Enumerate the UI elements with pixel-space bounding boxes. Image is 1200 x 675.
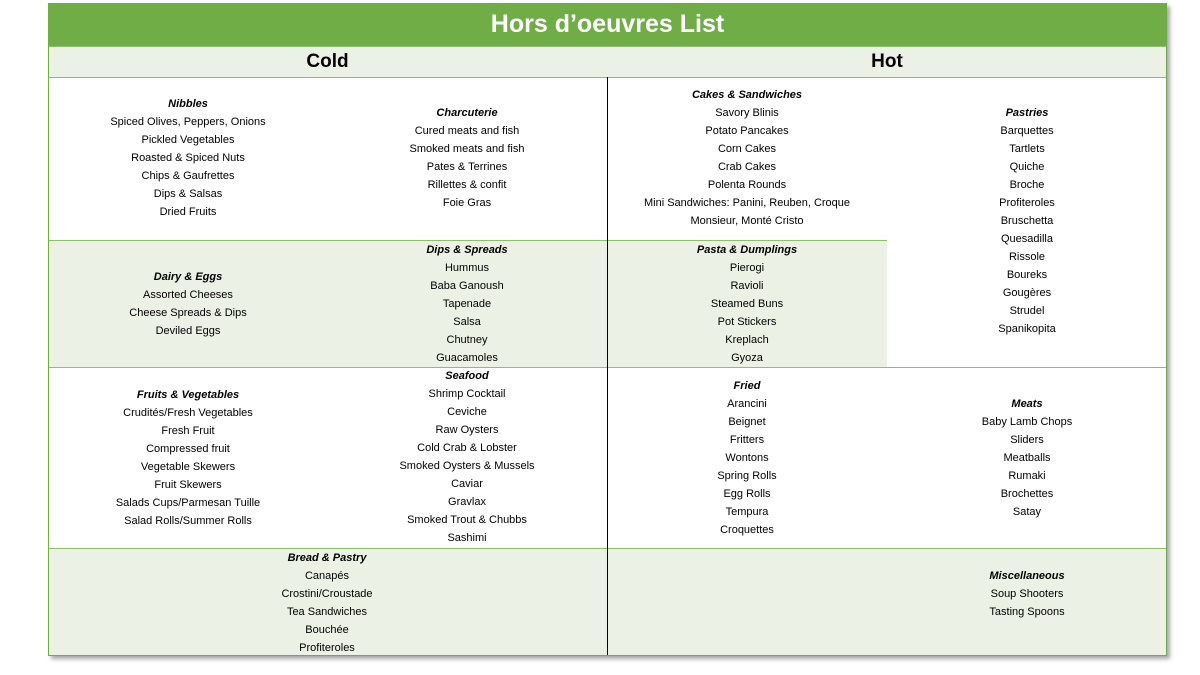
- list-item: Ravioli: [730, 280, 764, 292]
- list-item: Kreplach: [725, 334, 769, 346]
- section-heading: Fruits & Vegetables: [136, 389, 240, 401]
- list-item: Dried Fruits: [159, 206, 217, 218]
- list-item: Satay: [1012, 506, 1042, 518]
- list-item: Spiced Olives, Peppers, Onions: [110, 116, 266, 128]
- list-item: Cheese Spreads & Dips: [129, 307, 247, 319]
- section-heading: Pasta & Dumplings: [696, 244, 798, 256]
- page-title: Hors d’oeuvres List: [48, 3, 1167, 46]
- section-heading: Bread & Pastry: [287, 552, 367, 564]
- list-item: Dips & Salsas: [153, 188, 223, 200]
- list-item: Canapés: [304, 570, 350, 582]
- list-item: Quesadilla: [1001, 233, 1053, 245]
- list-item: Strudel: [1009, 305, 1045, 317]
- list-item: Cured meats and fish: [414, 125, 520, 137]
- list-item: Fruit Skewers: [154, 479, 222, 491]
- list-item: Profiteroles: [299, 642, 355, 654]
- list-item: Sashimi: [447, 532, 487, 544]
- list-item: Monsieur, Monté Cristo: [690, 215, 804, 227]
- list-item: Pierogi: [729, 262, 765, 274]
- section-fried: [607, 377, 887, 539]
- list-item: Spanikopita: [998, 323, 1056, 335]
- list-item: Tapenade: [442, 298, 492, 310]
- list-item: Tasting Spoons: [989, 606, 1065, 618]
- list-item: Corn Cakes: [717, 143, 777, 155]
- list-item: Savory Blinis: [715, 107, 779, 119]
- list-item: Salads Cups/Parmesan Tuille: [115, 497, 261, 509]
- list-item: Ceviche: [447, 406, 487, 418]
- section-bread-pastry: [187, 549, 467, 657]
- list-item: Boureks: [1006, 269, 1048, 281]
- list-item: Baba Ganoush: [430, 280, 504, 292]
- list-item: Crudités/Fresh Vegetables: [123, 407, 253, 419]
- list-item: Rumaki: [1008, 470, 1046, 482]
- list-item: Rissole: [1008, 251, 1046, 263]
- section-heading: Miscellaneous: [989, 570, 1065, 582]
- hors-doeuvres-table: [48, 3, 1167, 656]
- section-meats: [887, 395, 1167, 521]
- list-item: Pot Stickers: [717, 316, 777, 328]
- list-item: Sliders: [1010, 434, 1044, 446]
- section-heading: Meats: [1011, 398, 1043, 410]
- list-item: Wontons: [725, 452, 769, 464]
- section-heading: Pastries: [1005, 107, 1049, 119]
- list-item: Smoked meats and fish: [409, 143, 525, 155]
- list-item: Deviled Eggs: [155, 325, 221, 337]
- list-item: Salsa: [453, 316, 481, 328]
- list-item: Roasted & Spiced Nuts: [131, 152, 245, 164]
- list-item: Egg Rolls: [723, 488, 771, 500]
- section-dips-spreads: [327, 241, 607, 367]
- section-heading: Charcuterie: [436, 107, 498, 119]
- list-item: Broche: [1009, 179, 1045, 191]
- section-dairy-eggs: [48, 268, 328, 340]
- list-item: Rillettes & confit: [427, 179, 507, 191]
- list-item: Salad Rolls/Summer Rolls: [124, 515, 252, 527]
- list-item: Crostini/Croustade: [281, 588, 373, 600]
- list-item: Tartlets: [1009, 143, 1045, 155]
- list-item: Fritters: [729, 434, 765, 446]
- list-item: Gyoza: [731, 352, 763, 364]
- list-item: Smoked Oysters & Mussels: [399, 460, 535, 472]
- list-item: Meatballs: [1003, 452, 1051, 464]
- section-pastries: [887, 104, 1167, 338]
- list-item: Barquettes: [1000, 125, 1054, 137]
- section-heading: Dips & Spreads: [426, 244, 508, 256]
- section-nibbles: [48, 95, 328, 221]
- list-item: Baby Lamb Chops: [981, 416, 1073, 428]
- cold-column-header: Cold: [48, 46, 607, 78]
- list-item: Raw Oysters: [435, 424, 499, 436]
- section-seafood: [327, 367, 607, 547]
- list-item: Beignet: [728, 416, 766, 428]
- list-item: Caviar: [451, 478, 483, 490]
- section-cakes-sandwiches: [607, 86, 887, 230]
- list-item: Tea Sandwiches: [286, 606, 368, 618]
- list-item: Pickled Vegetables: [141, 134, 235, 146]
- list-item: Chips & Gaufrettes: [141, 170, 235, 182]
- list-item: Gravlax: [448, 496, 486, 508]
- section-heading: Fried: [733, 380, 761, 392]
- list-item: Foie Gras: [442, 197, 492, 209]
- hot-column-header: Hot: [607, 46, 1167, 78]
- section-heading: Nibbles: [168, 98, 208, 110]
- list-item: Bruschetta: [1000, 215, 1054, 227]
- list-item: Gougères: [1002, 287, 1052, 299]
- list-item: Brochettes: [1000, 488, 1054, 500]
- list-item: Spring Rolls: [717, 470, 777, 482]
- list-item: Vegetable Skewers: [140, 461, 236, 473]
- list-item: Pates & Terrines: [426, 161, 508, 173]
- list-item: Quiche: [1009, 161, 1045, 173]
- list-item: Compressed fruit: [146, 443, 230, 455]
- list-item: Tempura: [725, 506, 769, 518]
- list-item: Hummus: [444, 262, 489, 274]
- list-item: Bouchée: [305, 624, 349, 636]
- list-item: Guacamoles: [436, 352, 498, 364]
- section-heading: Dairy & Eggs: [153, 271, 223, 283]
- list-item: Shrimp Cocktail: [428, 388, 506, 400]
- list-item: Smoked Trout & Chubbs: [407, 514, 527, 526]
- list-item: Fresh Fruit: [161, 425, 215, 437]
- section-heading: Cakes & Sandwiches: [691, 89, 803, 101]
- list-item: Assorted Cheeses: [143, 289, 233, 301]
- list-item: Cold Crab & Lobster: [417, 442, 517, 454]
- list-item: Chutney: [446, 334, 488, 346]
- section-heading: Seafood: [445, 370, 489, 382]
- section-pasta-dumplings: [607, 241, 887, 367]
- section-fruits-vegetables: [48, 386, 328, 530]
- section-charcuterie: [327, 104, 607, 212]
- list-item: Steamed Buns: [710, 298, 784, 310]
- list-item: Soup Shooters: [990, 588, 1064, 600]
- list-item: Polenta Rounds: [707, 179, 787, 191]
- list-item: Potato Pancakes: [705, 125, 789, 137]
- list-item: Arancini: [727, 398, 767, 410]
- list-item: Profiteroles: [999, 197, 1055, 209]
- list-item: Croquettes: [720, 524, 774, 536]
- list-item: Crab Cakes: [717, 161, 777, 173]
- section-miscellaneous: [887, 567, 1167, 621]
- list-item: Mini Sandwiches: Panini, Reuben, Croque: [643, 197, 851, 209]
